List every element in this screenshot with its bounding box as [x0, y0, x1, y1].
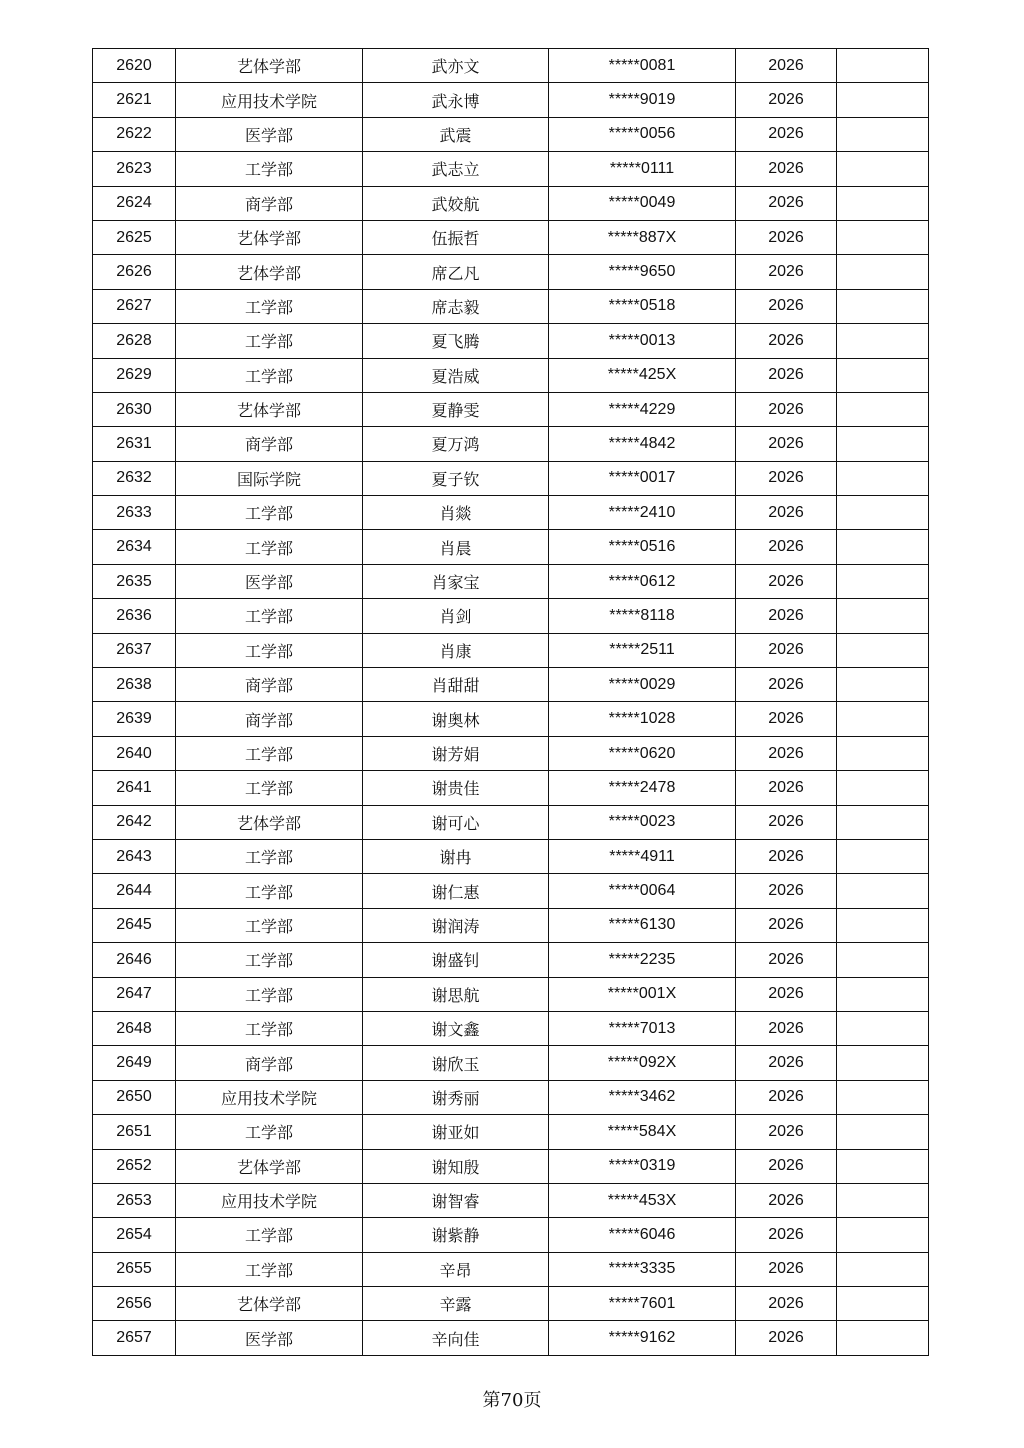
id-suffix-cell: *****0023 — [549, 805, 736, 839]
row-number-cell: 2650 — [93, 1080, 176, 1114]
table-row — [93, 461, 929, 495]
student-name-cell: 谢冉 — [363, 839, 549, 873]
department-cell: 应用技术学院 — [176, 1183, 363, 1217]
id-suffix-cell: *****0612 — [549, 564, 736, 598]
year-cell: 2026 — [736, 1218, 837, 1252]
id-suffix-cell: *****7601 — [549, 1287, 736, 1321]
student-name-cell: 伍振哲 — [363, 220, 549, 254]
table-row — [93, 255, 929, 289]
row-number-cell: 2648 — [93, 1011, 176, 1045]
id-suffix-cell: *****0516 — [549, 530, 736, 564]
year-cell: 2026 — [736, 117, 837, 151]
table-row — [93, 427, 929, 461]
id-suffix-cell: *****0111 — [549, 152, 736, 186]
department-cell: 工学部 — [176, 289, 363, 323]
student-name-cell: 谢思航 — [363, 977, 549, 1011]
id-suffix-cell: *****4911 — [549, 839, 736, 873]
department-cell: 工学部 — [176, 633, 363, 667]
id-suffix-cell: *****0017 — [549, 461, 736, 495]
row-number-cell: 2632 — [93, 461, 176, 495]
year-cell: 2026 — [736, 289, 837, 323]
student-name-cell: 谢仁惠 — [363, 874, 549, 908]
department-cell: 工学部 — [176, 599, 363, 633]
department-cell: 艺体学部 — [176, 220, 363, 254]
remark-cell — [837, 83, 929, 117]
row-number-cell: 2626 — [93, 255, 176, 289]
id-suffix-cell: *****8118 — [549, 599, 736, 633]
table-row — [93, 1011, 929, 1045]
department-cell: 艺体学部 — [176, 805, 363, 839]
student-name-cell: 谢可心 — [363, 805, 549, 839]
table-row — [93, 1252, 929, 1286]
id-suffix-cell: *****0064 — [549, 874, 736, 908]
id-suffix-cell: *****001X — [549, 977, 736, 1011]
student-name-cell: 谢智睿 — [363, 1183, 549, 1217]
table-row — [93, 599, 929, 633]
student-name-cell: 谢文鑫 — [363, 1011, 549, 1045]
row-number-cell: 2638 — [93, 668, 176, 702]
student-name-cell: 辛露 — [363, 1287, 549, 1321]
remark-cell — [837, 255, 929, 289]
department-cell: 工学部 — [176, 1252, 363, 1286]
remark-cell — [837, 1115, 929, 1149]
student-name-cell: 席乙凡 — [363, 255, 549, 289]
remark-cell — [837, 1149, 929, 1183]
id-suffix-cell: *****9162 — [549, 1321, 736, 1355]
id-suffix-cell: *****4842 — [549, 427, 736, 461]
remark-cell — [837, 1183, 929, 1217]
year-cell: 2026 — [736, 461, 837, 495]
department-cell: 商学部 — [176, 668, 363, 702]
table-row — [93, 289, 929, 323]
table-row — [93, 736, 929, 770]
year-cell: 2026 — [736, 1183, 837, 1217]
student-name-cell: 谢紫静 — [363, 1218, 549, 1252]
id-suffix-cell: *****0620 — [549, 736, 736, 770]
id-suffix-cell: *****092X — [549, 1046, 736, 1080]
row-number-cell: 2655 — [93, 1252, 176, 1286]
year-cell: 2026 — [736, 943, 837, 977]
id-suffix-cell: *****0081 — [549, 49, 736, 83]
student-name-cell: 夏浩威 — [363, 358, 549, 392]
table-row — [93, 220, 929, 254]
remark-cell — [837, 1011, 929, 1045]
table-row — [93, 805, 929, 839]
row-number-cell: 2629 — [93, 358, 176, 392]
roster-body — [93, 49, 929, 1356]
table-row — [93, 83, 929, 117]
year-cell: 2026 — [736, 1011, 837, 1045]
id-suffix-cell: *****9019 — [549, 83, 736, 117]
student-name-cell: 肖晨 — [363, 530, 549, 564]
department-cell: 工学部 — [176, 771, 363, 805]
year-cell: 2026 — [736, 736, 837, 770]
student-name-cell: 辛昂 — [363, 1252, 549, 1286]
row-number-cell: 2635 — [93, 564, 176, 598]
year-cell: 2026 — [736, 702, 837, 736]
year-cell: 2026 — [736, 1252, 837, 1286]
id-suffix-cell: *****0518 — [549, 289, 736, 323]
year-cell: 2026 — [736, 668, 837, 702]
year-cell: 2026 — [736, 427, 837, 461]
year-cell: 2026 — [736, 392, 837, 426]
row-number-cell: 2640 — [93, 736, 176, 770]
table-row — [93, 117, 929, 151]
department-cell: 工学部 — [176, 530, 363, 564]
id-suffix-cell: *****0029 — [549, 668, 736, 702]
department-cell: 工学部 — [176, 324, 363, 358]
table-row — [93, 943, 929, 977]
table-row — [93, 908, 929, 942]
remark-cell — [837, 805, 929, 839]
student-name-cell: 谢奥林 — [363, 702, 549, 736]
id-suffix-cell: *****2478 — [549, 771, 736, 805]
remark-cell — [837, 1080, 929, 1114]
row-number-cell: 2654 — [93, 1218, 176, 1252]
student-name-cell: 谢润涛 — [363, 908, 549, 942]
row-number-cell: 2631 — [93, 427, 176, 461]
table-row — [93, 530, 929, 564]
row-number-cell: 2630 — [93, 392, 176, 426]
department-cell: 艺体学部 — [176, 392, 363, 426]
year-cell: 2026 — [736, 1149, 837, 1183]
year-cell: 2026 — [736, 977, 837, 1011]
year-cell: 2026 — [736, 530, 837, 564]
student-name-cell: 武永博 — [363, 83, 549, 117]
row-number-cell: 2625 — [93, 220, 176, 254]
table-row — [93, 358, 929, 392]
department-cell: 应用技术学院 — [176, 1080, 363, 1114]
remark-cell — [837, 49, 929, 83]
year-cell: 2026 — [736, 496, 837, 530]
remark-cell — [837, 392, 929, 426]
remark-cell — [837, 186, 929, 220]
year-cell: 2026 — [736, 83, 837, 117]
student-name-cell: 武震 — [363, 117, 549, 151]
department-cell: 商学部 — [176, 186, 363, 220]
row-number-cell: 2644 — [93, 874, 176, 908]
year-cell: 2026 — [736, 908, 837, 942]
department-cell: 商学部 — [176, 1046, 363, 1080]
remark-cell — [837, 220, 929, 254]
student-name-cell: 肖家宝 — [363, 564, 549, 598]
row-number-cell: 2639 — [93, 702, 176, 736]
row-number-cell: 2656 — [93, 1287, 176, 1321]
row-number-cell: 2643 — [93, 839, 176, 873]
student-name-cell: 谢亚如 — [363, 1115, 549, 1149]
student-name-cell: 谢贵佳 — [363, 771, 549, 805]
year-cell: 2026 — [736, 152, 837, 186]
student-name-cell: 夏万鸿 — [363, 427, 549, 461]
year-cell: 2026 — [736, 874, 837, 908]
year-cell: 2026 — [736, 599, 837, 633]
table-row — [93, 1183, 929, 1217]
department-cell: 医学部 — [176, 1321, 363, 1355]
year-cell: 2026 — [736, 255, 837, 289]
id-suffix-cell: *****9650 — [549, 255, 736, 289]
id-suffix-cell: *****3335 — [549, 1252, 736, 1286]
table-row — [93, 839, 929, 873]
row-number-cell: 2652 — [93, 1149, 176, 1183]
remark-cell — [837, 1287, 929, 1321]
row-number-cell: 2636 — [93, 599, 176, 633]
id-suffix-cell: *****3462 — [549, 1080, 736, 1114]
student-name-cell: 谢知殷 — [363, 1149, 549, 1183]
remark-cell — [837, 496, 929, 530]
row-number-cell: 2646 — [93, 943, 176, 977]
remark-cell — [837, 943, 929, 977]
row-number-cell: 2633 — [93, 496, 176, 530]
row-number-cell: 2621 — [93, 83, 176, 117]
row-number-cell: 2653 — [93, 1183, 176, 1217]
remark-cell — [837, 736, 929, 770]
remark-cell — [837, 599, 929, 633]
table-row — [93, 977, 929, 1011]
row-number-cell: 2627 — [93, 289, 176, 323]
table-row — [93, 186, 929, 220]
department-cell: 工学部 — [176, 943, 363, 977]
remark-cell — [837, 358, 929, 392]
year-cell: 2026 — [736, 324, 837, 358]
table-row — [93, 1080, 929, 1114]
remark-cell — [837, 668, 929, 702]
department-cell: 工学部 — [176, 1218, 363, 1252]
department-cell: 艺体学部 — [176, 1287, 363, 1321]
row-number-cell: 2622 — [93, 117, 176, 151]
student-name-cell: 武姣航 — [363, 186, 549, 220]
student-name-cell: 夏飞腾 — [363, 324, 549, 358]
student-name-cell: 夏子钦 — [363, 461, 549, 495]
row-number-cell: 2624 — [93, 186, 176, 220]
year-cell: 2026 — [736, 771, 837, 805]
student-name-cell: 武亦文 — [363, 49, 549, 83]
remark-cell — [837, 839, 929, 873]
remark-cell — [837, 289, 929, 323]
remark-cell — [837, 702, 929, 736]
table-row — [93, 1218, 929, 1252]
department-cell: 工学部 — [176, 908, 363, 942]
student-name-cell: 肖剑 — [363, 599, 549, 633]
department-cell: 艺体学部 — [176, 49, 363, 83]
remark-cell — [837, 1218, 929, 1252]
student-name-cell: 谢欣玉 — [363, 1046, 549, 1080]
row-number-cell: 2649 — [93, 1046, 176, 1080]
student-name-cell: 席志毅 — [363, 289, 549, 323]
student-name-cell: 肖甜甜 — [363, 668, 549, 702]
table-row — [93, 496, 929, 530]
student-name-cell: 辛向佳 — [363, 1321, 549, 1355]
year-cell: 2026 — [736, 564, 837, 598]
year-cell: 2026 — [736, 633, 837, 667]
table-row — [93, 668, 929, 702]
year-cell: 2026 — [736, 1046, 837, 1080]
id-suffix-cell: *****1028 — [549, 702, 736, 736]
table-row — [93, 49, 929, 83]
department-cell: 医学部 — [176, 564, 363, 598]
remark-cell — [837, 1321, 929, 1355]
id-suffix-cell: *****6046 — [549, 1218, 736, 1252]
table-row — [93, 1321, 929, 1355]
table-row — [93, 633, 929, 667]
student-name-cell: 武志立 — [363, 152, 549, 186]
table-row — [93, 702, 929, 736]
department-cell: 工学部 — [176, 977, 363, 1011]
remark-cell — [837, 427, 929, 461]
id-suffix-cell: *****0056 — [549, 117, 736, 151]
table-row — [93, 152, 929, 186]
table-row — [93, 1287, 929, 1321]
remark-cell — [837, 152, 929, 186]
id-suffix-cell: *****0319 — [549, 1149, 736, 1183]
row-number-cell: 2651 — [93, 1115, 176, 1149]
remark-cell — [837, 461, 929, 495]
department-cell: 国际学院 — [176, 461, 363, 495]
remark-cell — [837, 1252, 929, 1286]
row-number-cell: 2657 — [93, 1321, 176, 1355]
id-suffix-cell: *****4229 — [549, 392, 736, 426]
row-number-cell: 2634 — [93, 530, 176, 564]
department-cell: 商学部 — [176, 702, 363, 736]
department-cell: 医学部 — [176, 117, 363, 151]
remark-cell — [837, 564, 929, 598]
remark-cell — [837, 874, 929, 908]
id-suffix-cell: *****453X — [549, 1183, 736, 1217]
department-cell: 艺体学部 — [176, 255, 363, 289]
row-number-cell: 2647 — [93, 977, 176, 1011]
table-row — [93, 874, 929, 908]
table-row — [93, 392, 929, 426]
row-number-cell: 2642 — [93, 805, 176, 839]
id-suffix-cell: *****584X — [549, 1115, 736, 1149]
row-number-cell: 2645 — [93, 908, 176, 942]
year-cell: 2026 — [736, 805, 837, 839]
student-name-cell: 夏静雯 — [363, 392, 549, 426]
remark-cell — [837, 324, 929, 358]
year-cell: 2026 — [736, 839, 837, 873]
department-cell: 工学部 — [176, 839, 363, 873]
row-number-cell: 2628 — [93, 324, 176, 358]
department-cell: 工学部 — [176, 1011, 363, 1045]
id-suffix-cell: *****6130 — [549, 908, 736, 942]
table-row — [93, 1149, 929, 1183]
table-row — [93, 1115, 929, 1149]
row-number-cell: 2623 — [93, 152, 176, 186]
department-cell: 工学部 — [176, 358, 363, 392]
id-suffix-cell: *****887X — [549, 220, 736, 254]
row-number-cell: 2641 — [93, 771, 176, 805]
remark-cell — [837, 908, 929, 942]
id-suffix-cell: *****7013 — [549, 1011, 736, 1045]
table-row — [93, 564, 929, 598]
remark-cell — [837, 1046, 929, 1080]
year-cell: 2026 — [736, 1287, 837, 1321]
department-cell: 工学部 — [176, 874, 363, 908]
year-cell: 2026 — [736, 220, 837, 254]
student-name-cell: 谢盛钊 — [363, 943, 549, 977]
table-row — [93, 1046, 929, 1080]
department-cell: 艺体学部 — [176, 1149, 363, 1183]
department-cell: 工学部 — [176, 736, 363, 770]
student-name-cell: 肖康 — [363, 633, 549, 667]
department-cell: 应用技术学院 — [176, 83, 363, 117]
year-cell: 2026 — [736, 1321, 837, 1355]
table-row — [93, 771, 929, 805]
year-cell: 2026 — [736, 49, 837, 83]
year-cell: 2026 — [736, 1080, 837, 1114]
year-cell: 2026 — [736, 358, 837, 392]
id-suffix-cell: *****2410 — [549, 496, 736, 530]
student-name-cell: 谢秀丽 — [363, 1080, 549, 1114]
department-cell: 商学部 — [176, 427, 363, 461]
department-cell: 工学部 — [176, 496, 363, 530]
id-suffix-cell: *****2235 — [549, 943, 736, 977]
page-number: 第70页 — [482, 1390, 542, 1411]
year-cell: 2026 — [736, 186, 837, 220]
remark-cell — [837, 117, 929, 151]
student-name-cell: 肖燚 — [363, 496, 549, 530]
row-number-cell: 2637 — [93, 633, 176, 667]
remark-cell — [837, 977, 929, 1011]
student-name-cell: 谢芳娟 — [363, 736, 549, 770]
department-cell: 工学部 — [176, 1115, 363, 1149]
remark-cell — [837, 633, 929, 667]
id-suffix-cell: *****425X — [549, 358, 736, 392]
department-cell: 工学部 — [176, 152, 363, 186]
id-suffix-cell: *****0049 — [549, 186, 736, 220]
remark-cell — [837, 771, 929, 805]
id-suffix-cell: *****2511 — [549, 633, 736, 667]
year-cell: 2026 — [736, 1115, 837, 1149]
table-row — [93, 324, 929, 358]
id-suffix-cell: *****0013 — [549, 324, 736, 358]
remark-cell — [837, 530, 929, 564]
row-number-cell: 2620 — [93, 49, 176, 83]
student-roster-table — [92, 48, 929, 1356]
